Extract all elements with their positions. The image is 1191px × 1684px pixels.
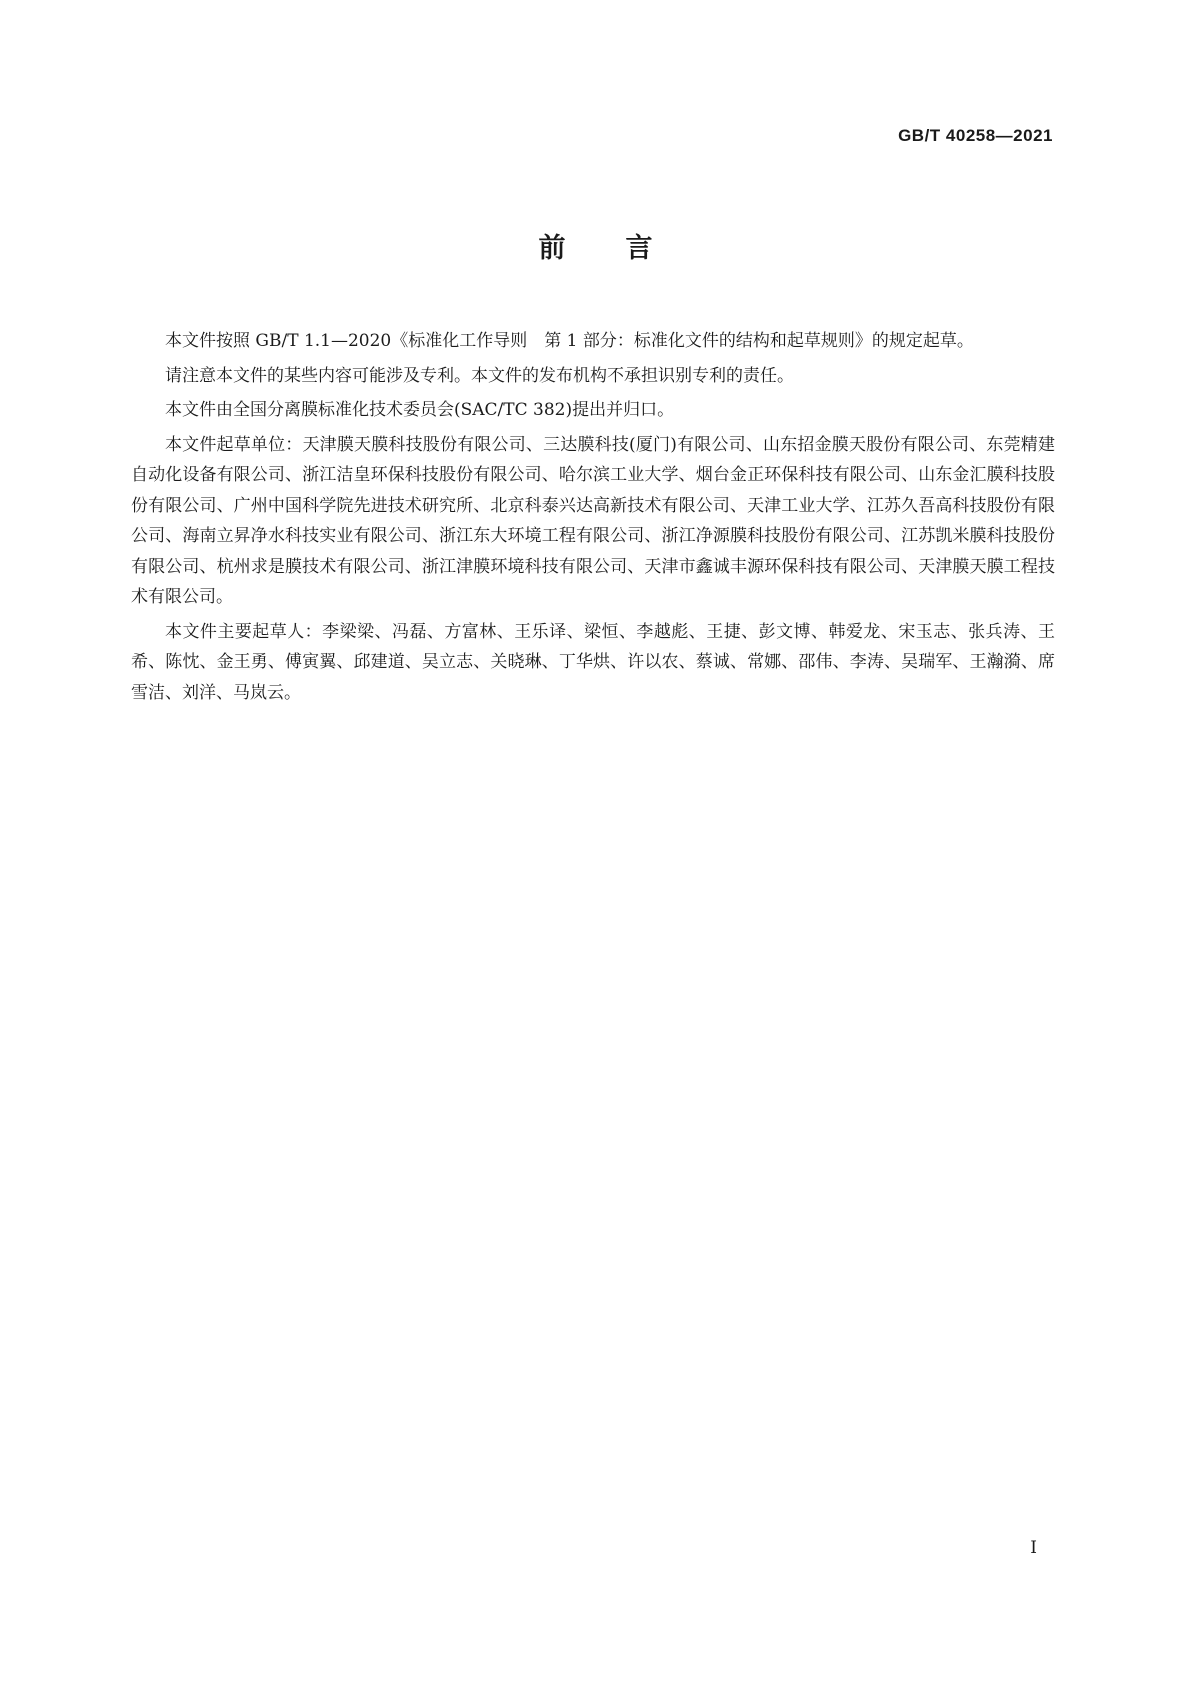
page-number: I (1030, 1538, 1037, 1558)
standard-code: GB/T 40258—2021 (898, 126, 1053, 145)
paragraph-drafting-units: 本文件起草单位：天津膜天膜科技股份有限公司、三达膜科技(厦门)有限公司、山东招金膜天股份有限公司、东莞精建自动化设备有限公司、浙江洁皇环保科技股份有限公司、哈尔滨工业大学、烟台金正环保科技有限公司、山东金汇膜科技股份有限公司、广州中国科学院先进技术研究所、北京科泰兴达高新技术有限公司、天津工业大学、江苏久吾高科技股份有限公司、海南立昇净水科技实业有限公司、浙江东大环境工程有限公司、浙江净源膜科技股份有限公司、江苏凯米膜科技股份有限公司、杭州求是膜技术有限公司、浙江津膜环境科技有限公司、天津市鑫诚丰源环保科技有限公司、天津膜天膜工程技术有限公司。 (131, 434, 1055, 607)
foreword-body (131, 326, 1055, 712)
paragraph-drafting-rules: 本文件按照 GB/T 1.1—2020《标准化工作导则 第 1 部分：标准化文件的结构和起草规则》的规定起草。 (165, 331, 974, 351)
paragraph-drafters: 本文件主要起草人：李梁梁、冯磊、方富林、王乐译、梁恒、李越彪、王捷、彭文博、韩爱龙、宋玉志、张兵涛、王希、陈忱、金王勇、傅寅翼、邱建道、吴立志、关晓琳、丁华烘、许以农、蔡诚、常娜、邵伟、李涛、吴瑞军、王瀚漪、席雪洁、刘洋、马岚云。 (131, 621, 1055, 703)
paragraph-patent-notice: 请注意本文件的某些内容可能涉及专利。本文件的发布机构不承担识别专利的责任。 (165, 365, 794, 386)
page-title: 前言 (538, 233, 713, 264)
paragraph-committee: 本文件由全国分离膜标准化技术委员会(SAC/TC 382)提出并归口。 (165, 400, 675, 420)
